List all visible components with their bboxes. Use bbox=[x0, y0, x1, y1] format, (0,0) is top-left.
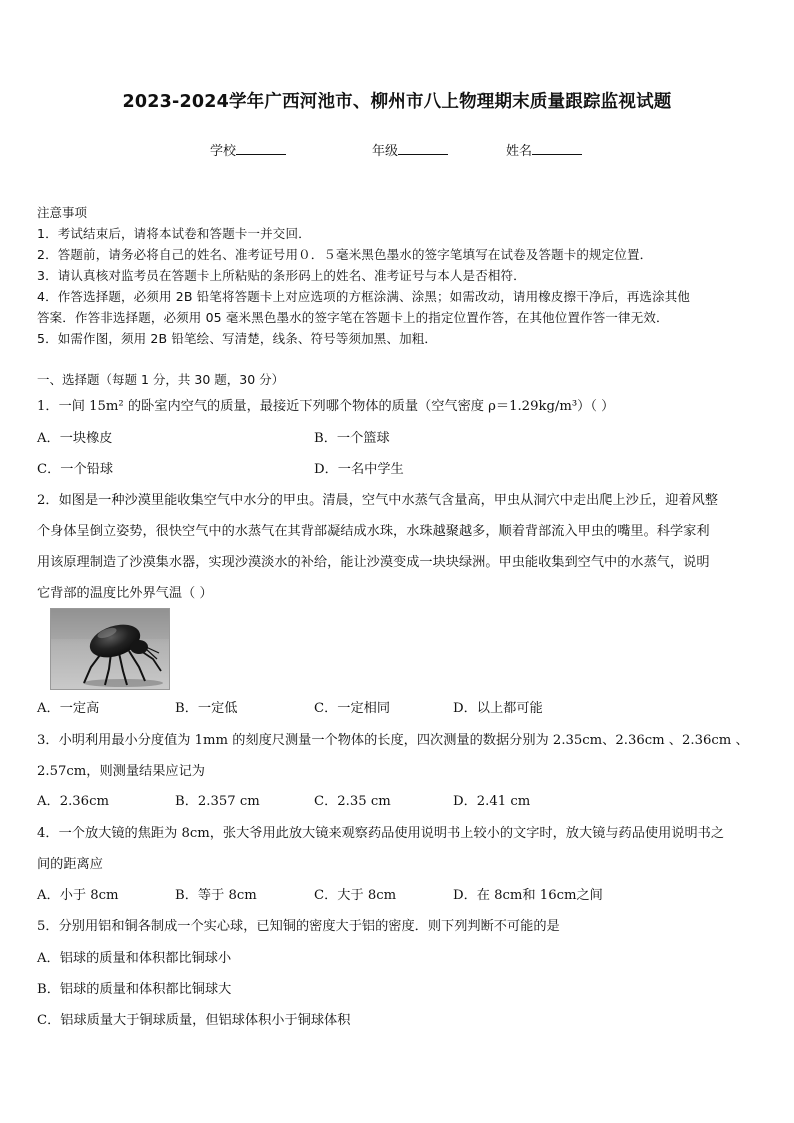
question-2-option-d[interactable]: D．以上都可能 bbox=[453, 701, 543, 716]
beetle-image bbox=[51, 609, 169, 689]
section-heading: 一、选择题（每题 1 分，共 30 题，30 分） bbox=[37, 372, 285, 387]
question-3-option-b[interactable]: B．2.357 cm bbox=[175, 794, 260, 809]
question-2-stem-line: 2．如图是一种沙漠里能收集空气中水分的甲虫。清晨，空气中水蒸气含量高，甲虫从洞穴中走出爬上沙丘，迎着风整 bbox=[37, 493, 718, 508]
question-2-stem-line: 用该原理制造了沙漠集水器，实现沙漠淡水的补给，能让沙漠变成一块块绿洲。甲虫能收集到空气中的水蒸气，说明 bbox=[37, 555, 710, 570]
school-label: 学校 bbox=[210, 144, 237, 159]
notice-item: 答案．作答非选择题，必须用 05 毫米黑色墨水的签字笔在答题卡上的指定位置作答，在其他位置作答一律无效． bbox=[37, 310, 669, 325]
question-5-option-a[interactable]: A．铝球的质量和体积都比铜球小 bbox=[37, 951, 232, 966]
question-4-stem-line: 4．一个放大镜的焦距为 8cm，张大爷用此放大镜来观察药品使用说明书上较小的文字时，放大镜与药品使用说明书之 bbox=[37, 826, 725, 841]
name-blank[interactable] bbox=[532, 142, 582, 155]
question-1-option-c[interactable]: C．一个铅球 bbox=[37, 462, 114, 477]
question-5-option-c[interactable]: C．铝球质量大于铜球质量，但铝球体积小于铜球体积 bbox=[37, 1013, 351, 1028]
question-2-option-b[interactable]: B．一定低 bbox=[175, 701, 238, 716]
question-2-stem-line: 它背部的温度比外界气温（ ） bbox=[37, 586, 213, 601]
question-1-stem: 1．一间 15m² 的卧室内空气的质量，最接近下列哪个物体的质量（空气密度 ρ＝1.29kg/m³）（ ） bbox=[37, 399, 615, 414]
grade-label: 年级 bbox=[372, 144, 399, 159]
grade-blank[interactable] bbox=[398, 142, 448, 155]
notice-item: 4．作答选择题，必须用 2B 铅笔将答题卡上对应选项的方框涂满、涂黑；如需改动，请用橡皮擦干净后，再选涂其他 bbox=[37, 289, 691, 304]
notice-item: 1．考试结束后，请将本试卷和答题卡一并交回． bbox=[37, 226, 311, 241]
grade-field[interactable] bbox=[372, 140, 448, 159]
question-5-stem: 5．分别用铝和铜各制成一个实心球，已知铜的密度大于铝的密度．则下列判断不可能的是 bbox=[37, 919, 560, 934]
name-label: 姓名 bbox=[506, 144, 533, 159]
beetle-photo bbox=[50, 608, 170, 690]
question-4-stem-line: 间的距离应 bbox=[37, 857, 103, 872]
question-3-stem-line: 3．小明利用最小分度值为 1mm 的刻度尺测量一个物体的长度，四次测量的数据分别为 2.35cm、2.36cm 、2.36cm 、 bbox=[37, 733, 749, 748]
name-field[interactable] bbox=[506, 140, 582, 159]
question-3-option-c[interactable]: C．2.35 cm bbox=[314, 794, 391, 809]
question-4-option-c[interactable]: C．大于 8cm bbox=[314, 888, 397, 903]
question-2-stem-line: 个身体呈倒立姿势，很快空气中的水蒸气在其背部凝结成水珠，水珠越聚越多，顺着背部流入甲虫的嘴里。科学家利 bbox=[37, 524, 710, 539]
question-4-option-d[interactable]: D．在 8cm和 16cm之间 bbox=[453, 888, 603, 903]
question-2-option-a[interactable]: A．一定高 bbox=[37, 701, 100, 716]
notice-heading: 注意事项 bbox=[37, 205, 88, 220]
school-field[interactable] bbox=[210, 140, 286, 159]
question-4-option-a[interactable]: A．小于 8cm bbox=[37, 888, 119, 903]
question-1-option-a[interactable]: A．一块橡皮 bbox=[37, 431, 113, 446]
question-5-option-b[interactable]: B．铝球的质量和体积都比铜球大 bbox=[37, 982, 232, 997]
question-3-stem-line: 2.57cm，则测量结果应记为 bbox=[37, 764, 205, 779]
question-3-option-a[interactable]: A．2.36cm bbox=[37, 794, 109, 809]
question-4-option-b[interactable]: B．等于 8cm bbox=[175, 888, 257, 903]
question-2-option-c[interactable]: C．一定相同 bbox=[314, 701, 391, 716]
question-3-option-d[interactable]: D．2.41 cm bbox=[453, 794, 531, 809]
question-1-option-d[interactable]: D．一名中学生 bbox=[314, 462, 404, 477]
notice-item: 3．请认真核对监考员在答题卡上所粘贴的条形码上的姓名、准考证号与本人是否相符． bbox=[37, 268, 526, 283]
notice-item: 5．如需作图，须用 2B 铅笔绘、写清楚，线条、符号等须加黑、加粗． bbox=[37, 331, 438, 346]
notice-item: 2．答题前，请务必将自己的姓名、准考证号用０．５毫米黑色墨水的签字笔填写在试卷及答题卡的规定位置． bbox=[37, 247, 653, 262]
question-1-option-b[interactable]: B．一个篮球 bbox=[314, 431, 390, 446]
school-blank[interactable] bbox=[236, 142, 286, 155]
page-title: 2023-2024学年广西河池市、柳州市八上物理期末质量跟踪监视试题 bbox=[122, 92, 672, 112]
